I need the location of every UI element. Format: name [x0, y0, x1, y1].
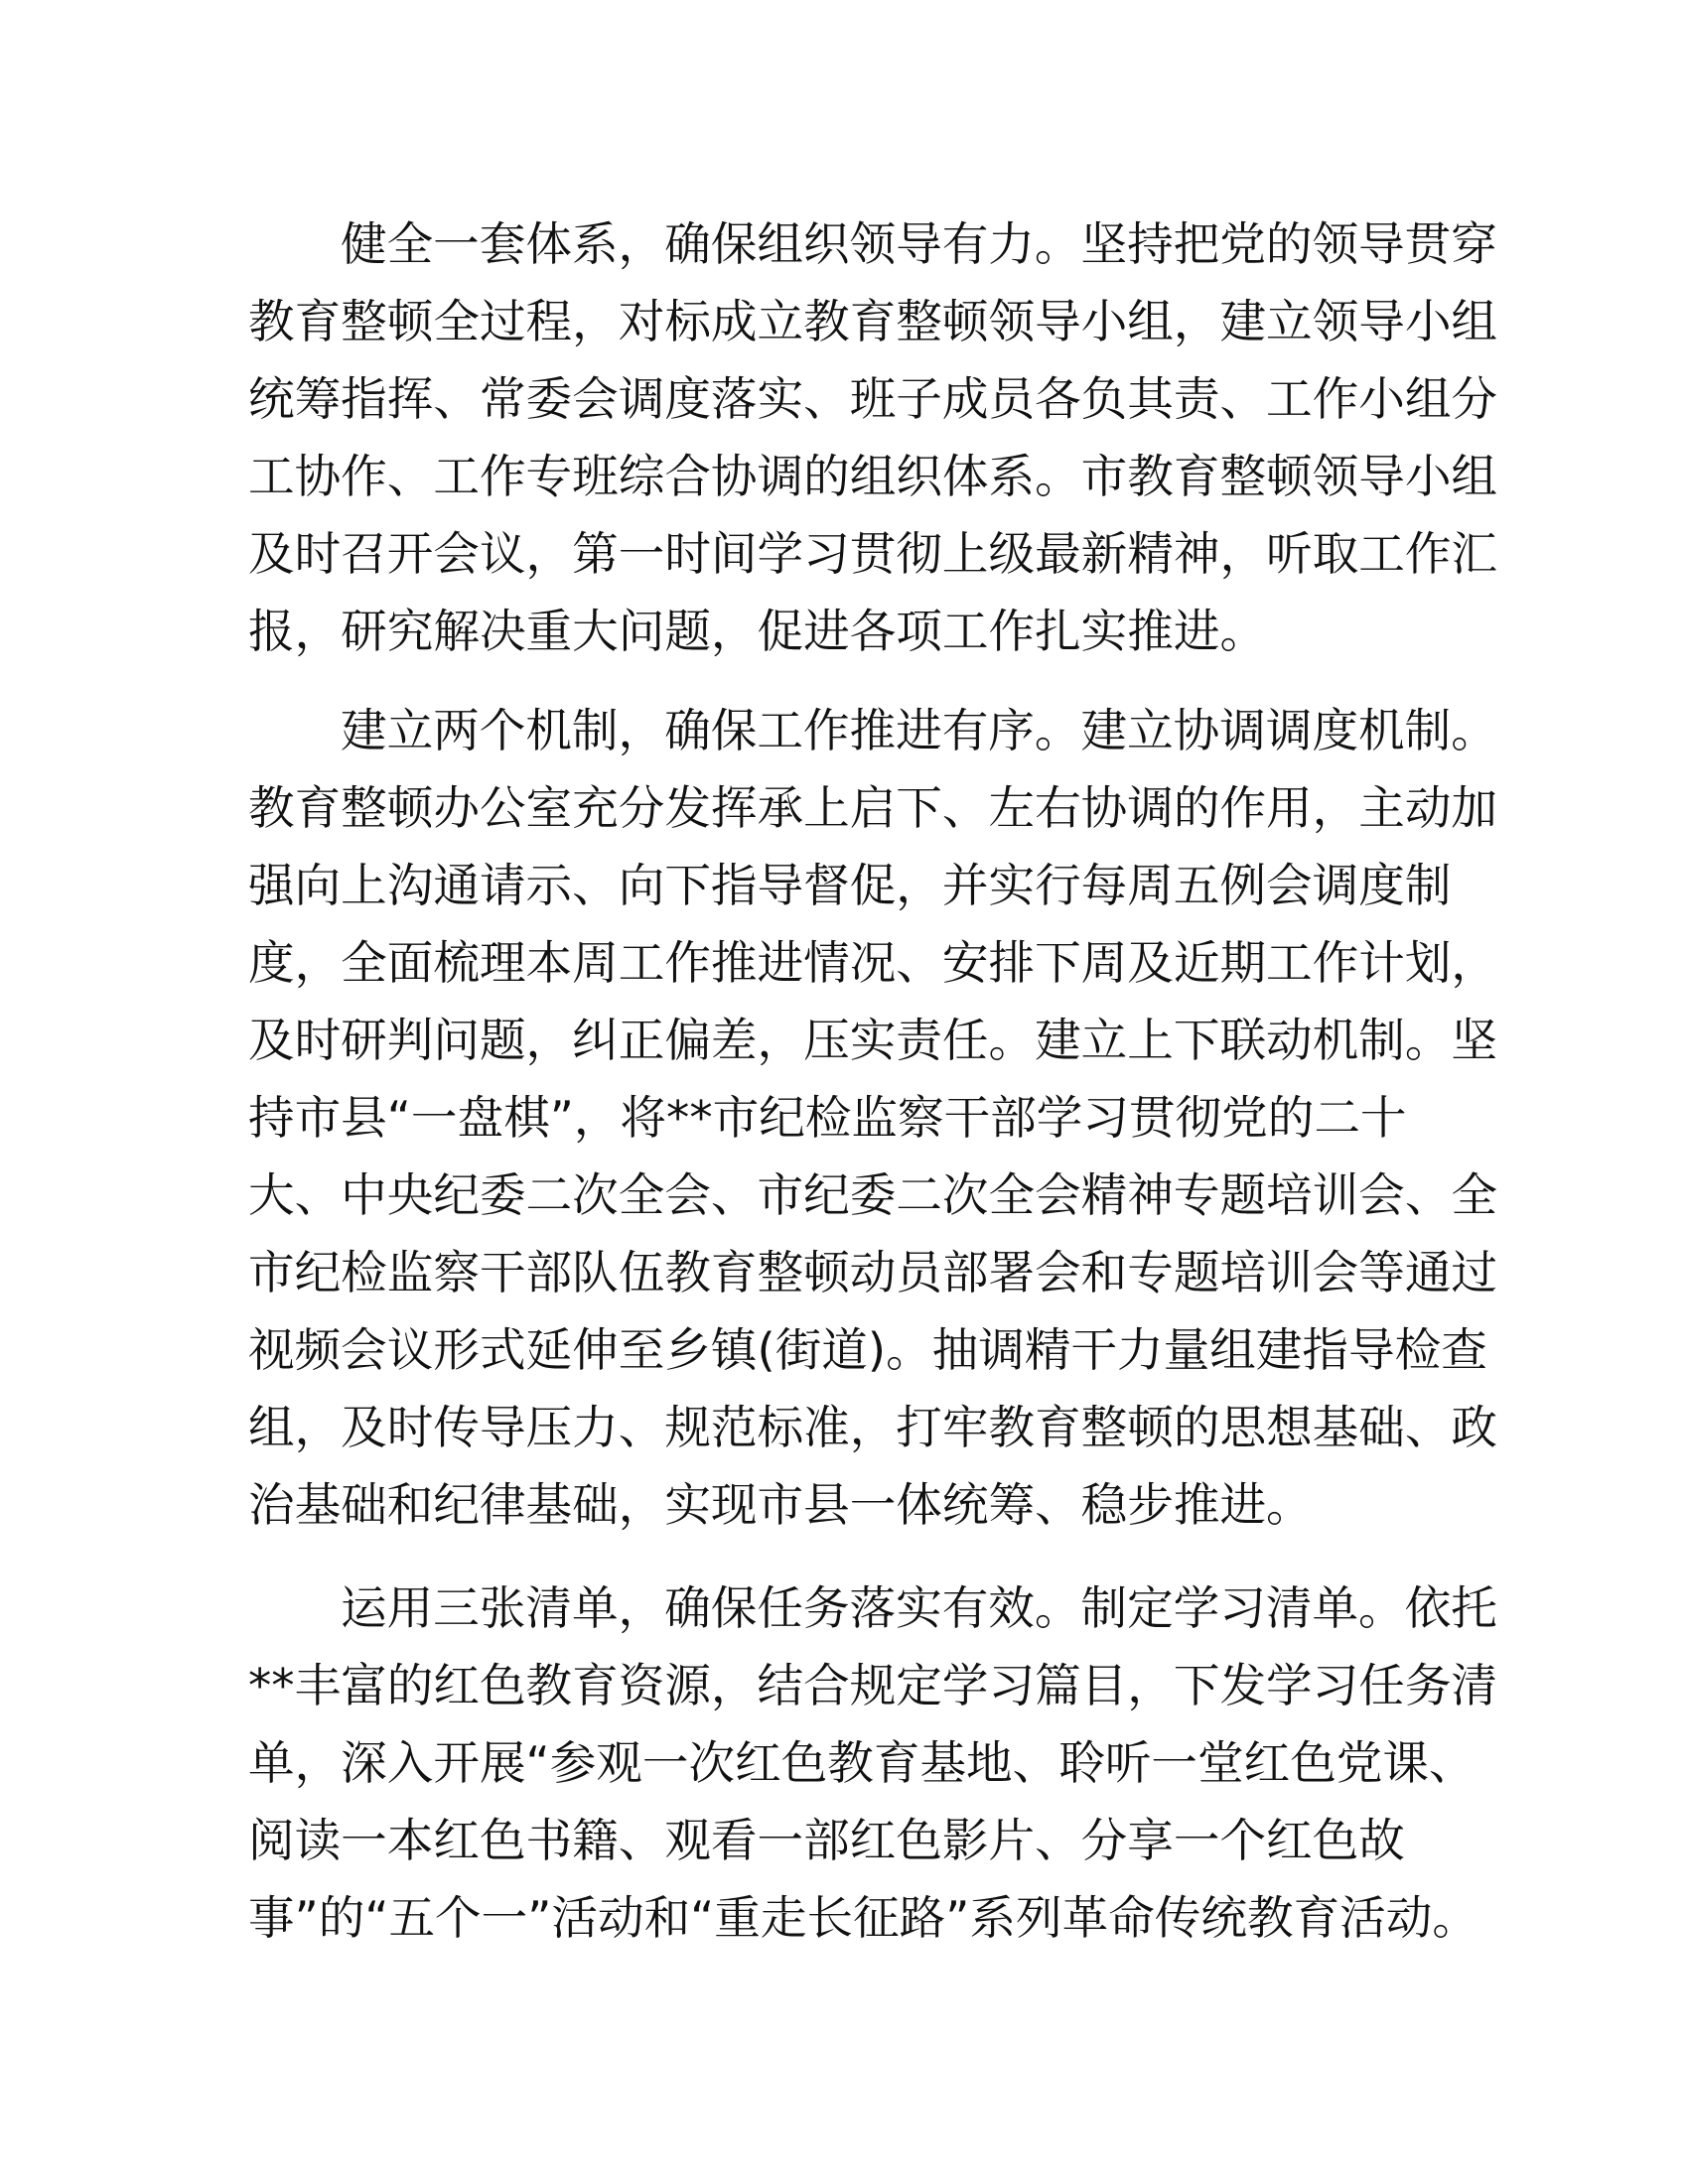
text-line: 事”的“五个一”活动和“重走长征路”系列革命传统教育活动。 — [248, 1891, 1478, 1945]
text-line: 持市县“一盘棋”，将**市纪检监察干部学习贯彻党的二十 — [248, 1091, 1407, 1145]
text-line: 报，研究解决重大问题，促进各项工作扎实推进。 — [248, 605, 1267, 658]
paragraph-spacer — [248, 670, 1440, 692]
text-line: 及时研判问题，纠正偏差，压实责任。建立上下联动机制。坚 — [248, 1014, 1498, 1067]
text-line: 及时召开会议，第一时间学习贯彻上级最新精神，听取工作汇 — [248, 527, 1498, 581]
text-line: **丰富的红色教育资源，结合规定学习篇目，下发学习任务清 — [248, 1659, 1498, 1712]
text-line: 阅读一本红色书籍、观看一部红色影片、分享一个红色故 — [248, 1814, 1405, 1867]
text-line: 健全一套体系，确保组织领导有力。坚持把党的领导贯穿 — [341, 217, 1497, 271]
text-line: 运用三张清单，确保任务落实有效。制定学习清单。依托 — [341, 1581, 1497, 1635]
text-line: 统筹指挥、常委会调度落实、班子成员各负其责、工作小组分 — [248, 372, 1498, 426]
text-line: 视频会议形式延伸至乡镇(街道)。抽调精干力量组建指导检查 — [248, 1323, 1487, 1377]
paragraph-three-lists — [248, 1570, 1498, 1957]
paragraph-spacer — [248, 1544, 1440, 1570]
text-line: 建立两个机制，确保工作推进有序。建立协调调度机制。 — [341, 704, 1497, 757]
paragraph-organization-system — [248, 205, 1498, 670]
text-line: 教育整顿办公室充分发挥承上启下、左右协调的作用，主动加 — [248, 781, 1498, 835]
text-line: 治基础和纪律基础，实现市县一体统筹、稳步推进。 — [248, 1478, 1313, 1532]
document-body — [248, 205, 1498, 1957]
text-line: 单，深入开展“参观一次红色教育基地、聆听一堂红色党课、 — [248, 1736, 1476, 1790]
text-line: 组，及时传导压力、规范标准，打牢教育整顿的思想基础、政 — [248, 1401, 1498, 1454]
text-line: 大、中央纪委二次全会、市纪委二次全会精神专题培训会、全 — [248, 1168, 1498, 1222]
text-line: 教育整顿全过程，对标成立教育整顿领导小组，建立领导小组 — [248, 295, 1498, 348]
text-line: 市纪检监察干部队伍教育整顿动员部署会和专题培训会等通过 — [248, 1246, 1498, 1299]
text-line: 强向上沟通请示、向下指导督促，并实行每周五例会调度制 — [248, 859, 1452, 912]
text-line: 度，全面梳理本周工作推进情况、安排下周及近期工作计划， — [248, 936, 1498, 990]
text-line: 工协作、工作专班综合协调的组织体系。市教育整顿领导小组 — [248, 450, 1498, 503]
paragraph-two-mechanisms — [248, 692, 1498, 1544]
